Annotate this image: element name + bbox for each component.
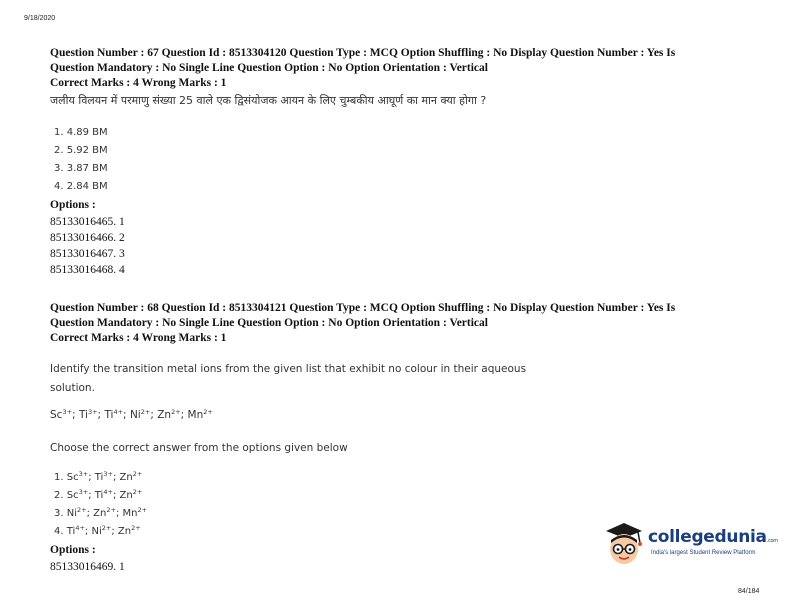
logo-tagline: India's largest Student Review Platform <box>651 550 756 556</box>
ion-symbol: Ni <box>91 526 102 537</box>
logo-wordmark: collegedunia.com <box>648 527 778 547</box>
ion-charge: 4+ <box>113 408 124 416</box>
q67-choice: 2. 5.92 BM <box>54 145 108 156</box>
ion-charge: 2+ <box>137 506 148 514</box>
ion-charge: 3+ <box>62 408 73 416</box>
q68-instruction: Choose the correct answer from the options given below <box>50 442 348 454</box>
mascot-icon <box>604 521 648 569</box>
ion-symbol: Ti <box>66 526 76 537</box>
choice-number: 3. <box>54 508 67 519</box>
ion-symbol: Sc <box>66 490 79 501</box>
ion-separator: ; <box>86 508 94 519</box>
ion-separator: ; <box>123 409 130 421</box>
ion-charge: 2+ <box>132 488 143 496</box>
print-date: 9/18/2020 <box>24 15 56 22</box>
q67-question-text: जलीय विलयन में परमाणु संख्या 25 वाले एक द्विसंयोजक आयन के लिए चुम्बकीय आघूर्ण का मान क्या होगा ? <box>50 94 487 107</box>
q68-ion-list <box>50 409 213 421</box>
ion-charge: 3+ <box>78 488 89 496</box>
ion-separator: ; <box>150 409 158 421</box>
ion-symbol: Ti <box>104 409 114 421</box>
ion-charge: 2+ <box>140 408 151 416</box>
q68-choice <box>54 490 142 501</box>
ion-symbol: Zn <box>119 472 133 483</box>
ion-symbol: Ni <box>129 409 141 421</box>
ion-symbol: Ni <box>66 508 77 519</box>
q68-option-id: 85133016469. 1 <box>50 561 125 573</box>
ion-symbol: Zn <box>93 508 107 519</box>
ion-symbol: Mn <box>187 409 204 421</box>
q68-header-line1: Question Number : 68 Question Id : 8513304121 Question Type : MCQ Option Shuffling : No Display Question Number : Yes Is <box>50 302 676 314</box>
ion-charge: 2+ <box>171 408 181 416</box>
ion-symbol: Ti <box>94 490 104 501</box>
q68-marks: Correct Marks : 4 Wrong Marks : 1 <box>50 332 227 344</box>
ion-charge: 4+ <box>75 524 85 532</box>
q68-question-line2: solution. <box>50 382 95 394</box>
ion-charge: 2+ <box>106 506 116 514</box>
ion-symbol: Ti <box>94 472 104 483</box>
ion-charge: 2+ <box>101 524 112 532</box>
ion-separator: ; <box>84 526 92 537</box>
choice-number: 4. <box>54 526 67 537</box>
ion-charge: 2+ <box>131 524 141 532</box>
ion-charge: 2+ <box>132 470 143 478</box>
page-number: 84/184 <box>738 588 760 595</box>
ion-separator: ; <box>115 508 123 519</box>
q67-header-line1: Question Number : 67 Question Id : 8513304120 Question Type : MCQ Option Shuffling : No Display Question Number : Yes Is <box>50 47 676 59</box>
q67-option-id: 85133016467. 3 <box>50 248 125 260</box>
ion-separator: ; <box>112 472 120 483</box>
ion-symbol: Zn <box>157 409 172 421</box>
q67-options-label: Options : <box>50 199 96 211</box>
q68-header-line2: Question Mandatory : No Single Line Question Option : No Option Orientation : Vertical <box>50 317 488 329</box>
choice-number: 2. <box>54 490 67 501</box>
ion-separator: ; <box>111 526 118 537</box>
q67-option-id: 85133016466. 2 <box>50 232 125 244</box>
ion-charge: 4+ <box>103 488 113 496</box>
q67-header-line2: Question Mandatory : No Single Line Question Option : No Option Orientation : Vertical <box>50 62 488 74</box>
ion-charge: 3+ <box>78 470 89 478</box>
ion-separator: ; <box>88 472 95 483</box>
q67-choice: 3. 3.87 BM <box>54 163 108 174</box>
ion-symbol: Sc <box>50 409 63 421</box>
q68-choice <box>54 526 141 537</box>
q68-options-label: Options : <box>50 544 96 556</box>
ion-separator: ; <box>180 409 188 421</box>
ion-separator: ; <box>72 409 79 421</box>
q67-choice: 4. 2.84 BM <box>54 181 108 192</box>
q67-option-id: 85133016468. 4 <box>50 264 125 276</box>
q67-option-id: 85133016465. 1 <box>50 216 125 228</box>
ion-symbol: Sc <box>66 472 79 483</box>
ion-symbol: Zn <box>117 526 132 537</box>
ion-charge: 3+ <box>87 408 98 416</box>
ion-separator: ; <box>112 490 120 501</box>
q67-marks: Correct Marks : 4 Wrong Marks : 1 <box>50 77 227 89</box>
ion-symbol: Zn <box>119 490 133 501</box>
q67-choice: 1. 4.89 BM <box>54 127 108 138</box>
ion-symbol: Ti <box>78 409 88 421</box>
ion-charge: 2+ <box>77 506 87 514</box>
choice-number: 1. <box>54 472 67 483</box>
q68-question-line1: Identify the transition metal ions from the given list that exhibit no colour in their aqueous <box>50 363 527 375</box>
q68-choice <box>54 508 147 519</box>
ion-separator: ; <box>88 490 95 501</box>
ion-separator: ; <box>97 409 105 421</box>
ion-charge: 2+ <box>203 408 213 416</box>
q68-choice <box>54 472 142 483</box>
ion-symbol: Mn <box>122 508 138 519</box>
ion-charge: 3+ <box>103 470 113 478</box>
